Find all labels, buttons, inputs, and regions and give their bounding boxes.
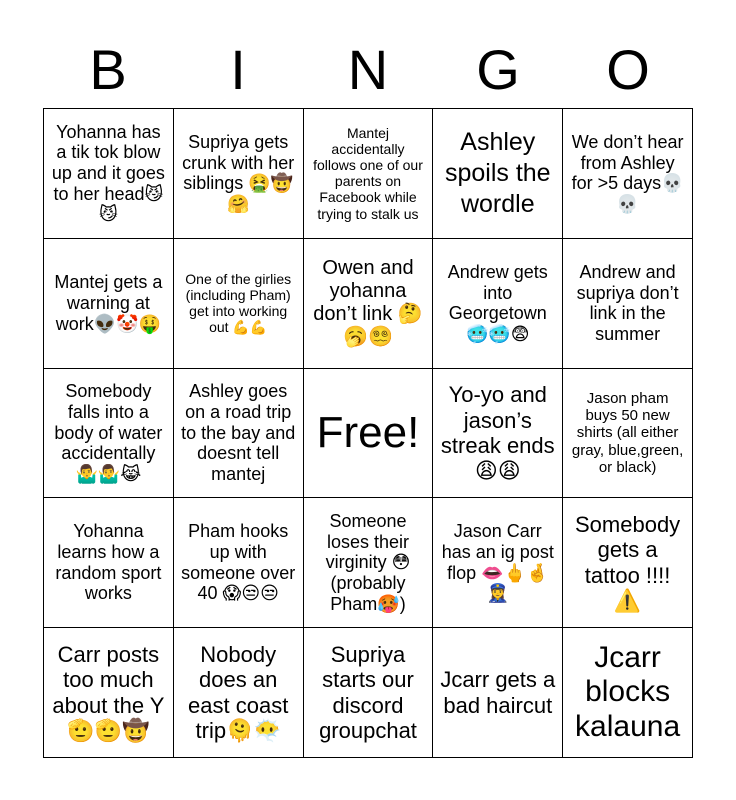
bingo-cell-1-2[interactable]: Supriya gets crunk with her siblings 🤮🤠🤗 <box>174 109 304 239</box>
bingo-grid <box>43 108 693 758</box>
bingo-cell-1-5[interactable]: We don’t hear from Ashley for >5 days💀💀 <box>563 109 693 239</box>
header-letter-b: B <box>89 38 127 101</box>
bingo-cell-1-3[interactable]: Mantej accidentally follows one of our parents on Facebook while trying to stalk us <box>304 109 434 239</box>
bingo-cell-4-4[interactable]: Jason Carr has an ig post flop 👄🖕🤞👮‍♀️ <box>433 498 563 628</box>
bingo-header <box>43 30 693 110</box>
bingo-cell-3-4[interactable]: Yo-yo and jason’s streak ends😩😩 <box>433 369 563 499</box>
header-letter-g: G <box>476 38 520 101</box>
header-letter-n: N <box>347 38 389 101</box>
bingo-cell-4-1[interactable]: Yohanna learns how a random sport works <box>44 498 174 628</box>
bingo-cell-3-5[interactable]: Jason pham buys 50 new shirts (all either gray, blue,green, or black) <box>563 369 693 499</box>
bingo-cell-5-5[interactable]: Jcarr blocks kalauna <box>563 628 693 758</box>
bingo-cell-4-3[interactable]: Someone loses their virginity 😳 (probably Pham🥵) <box>304 498 434 628</box>
bingo-cell-2-3[interactable]: Owen and yohanna don’t link 🤔🥱😵‍💫 <box>304 239 434 369</box>
bingo-cell-5-4[interactable]: Jcarr gets a bad haircut <box>433 628 563 758</box>
bingo-cell-free[interactable]: Free! <box>304 369 434 499</box>
bingo-cell-1-4[interactable]: Ashley spoils the wordle <box>433 109 563 239</box>
bingo-cell-5-2[interactable]: Nobody does an east coast trip🫠😶‍🌫️ <box>174 628 304 758</box>
bingo-cell-4-2[interactable]: Pham hooks up with someone over 40 😱😒😒 <box>174 498 304 628</box>
bingo-cell-5-1[interactable]: Carr posts too much about the Y🫡🫡🤠 <box>44 628 174 758</box>
bingo-cell-2-5[interactable]: Andrew and supriya don’t link in the summer <box>563 239 693 369</box>
bingo-cell-1-1[interactable]: Yohanna has a tik tok blow up and it goes to her head😼😼 <box>44 109 174 239</box>
bingo-cell-5-3[interactable]: Supriya starts our discord groupchat <box>304 628 434 758</box>
bingo-cell-3-1[interactable]: Somebody falls into a body of water accidentally 🤷‍♂️🤷‍♂️😹 <box>44 369 174 499</box>
bingo-cell-2-2[interactable]: One of the girlies (including Pham) get into working out 💪💪 <box>174 239 304 369</box>
header-letter-o: O <box>606 38 650 101</box>
header-letter-i: I <box>230 38 246 101</box>
bingo-cell-3-2[interactable]: Ashley goes on a road trip to the bay and doesnt tell mantej <box>174 369 304 499</box>
bingo-cell-2-4[interactable]: Andrew gets into Georgetown 🥶🥶😨 <box>433 239 563 369</box>
bingo-cell-2-1[interactable]: Mantej gets a warning at work👽🤡🤑 <box>44 239 174 369</box>
bingo-cell-4-5[interactable]: Somebody gets a tattoo !!!! ⚠️ <box>563 498 693 628</box>
